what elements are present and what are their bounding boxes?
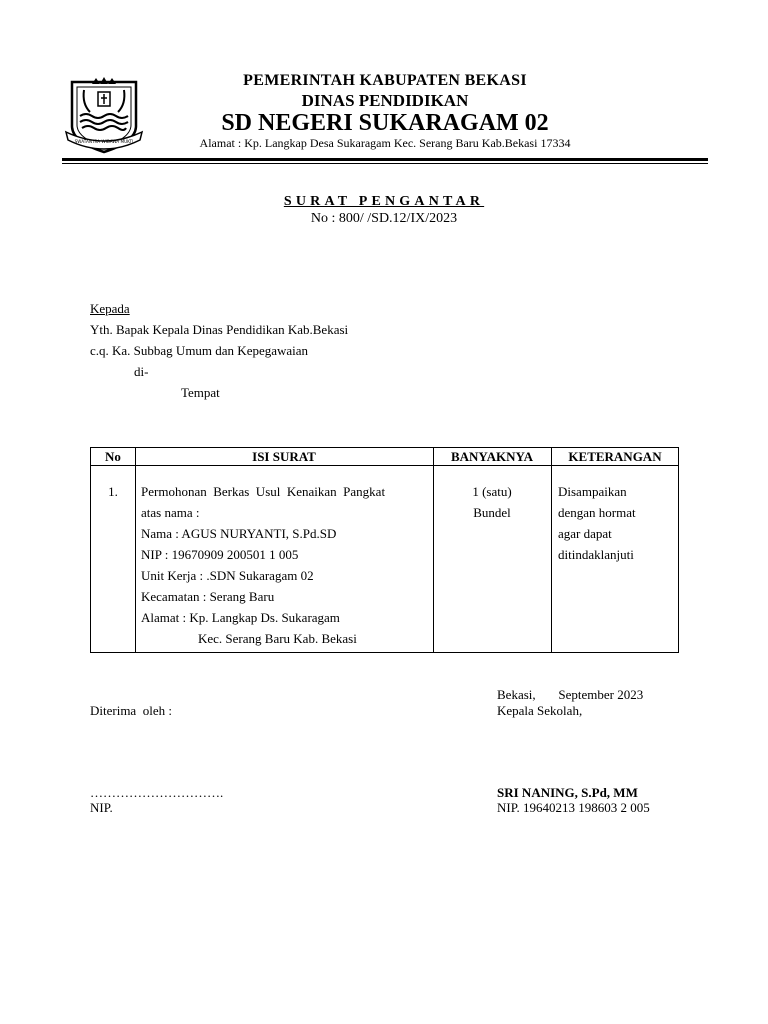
table-cell-banyaknya — [433, 481, 551, 523]
isi-line: Nama : AGUS NURYANTI, S.Pd.SD — [141, 526, 337, 541]
keterangan-line: dengan hormat — [558, 505, 636, 520]
table-cell-keterangan — [558, 481, 678, 565]
table-cell-no: 1. — [108, 484, 118, 499]
recipient-tempat: Tempat — [181, 385, 220, 400]
table-col-divider — [433, 448, 434, 652]
isi-line: Kec. Serang Baru Kab. Bekasi — [198, 631, 357, 646]
kop-address: Alamat : Kp. Langkap Desa Sukaragam Kec. Serang Baru Kab.Bekasi 17334 — [199, 136, 571, 150]
letter-title — [0, 194, 768, 210]
keterangan-line: ditindaklanjuti — [558, 547, 634, 562]
letter-title-text: SURAT PENGANTAR — [283, 194, 485, 209]
kop-department: DINAS PENDIDIKAN — [301, 91, 469, 110]
kop-school-name: SD NEGERI SUKARAGAM 02 — [221, 110, 549, 136]
signature-dots: …………………………. — [90, 785, 224, 800]
isi-line: Permohonan Berkas Usul Kenaikan Pangkat — [141, 484, 386, 499]
table-cell-isi — [141, 481, 431, 649]
principal-title: Kepala Sekolah, — [497, 703, 583, 718]
isi-line: Alamat : Kp. Langkap Ds. Sukaragam — [141, 610, 340, 625]
table-header-isi: ISI SURAT — [252, 449, 316, 464]
svg-text:SWATANTRA WIBAWA MUKTI: SWATANTRA WIBAWA MUKTI — [74, 139, 134, 144]
kop-government: PEMERINTAH KABUPATEN BEKASI — [243, 72, 527, 89]
table-col-divider — [551, 448, 552, 652]
place-date: Bekasi, September 2023 — [497, 687, 644, 702]
keterangan-line: agar dapat — [558, 526, 612, 541]
keterangan-line: Disampaikan — [558, 484, 627, 499]
recipient-di: di- — [134, 364, 149, 379]
letter-table — [90, 447, 679, 653]
isi-line: Kecamatan : Serang Baru — [141, 589, 275, 604]
letterhead-rule-thick — [62, 158, 708, 161]
banyaknya-line: 1 (satu) — [472, 484, 512, 499]
isi-line: NIP : 19670909 200501 1 005 — [141, 547, 299, 562]
table-col-divider — [135, 448, 136, 652]
recipient-kepada: Kepada — [90, 301, 130, 316]
table-header-no: No — [105, 449, 121, 464]
table-header-divider — [91, 465, 678, 466]
signer-nip: NIP. 19640213 198603 2 005 — [497, 800, 650, 815]
isi-line: atas nama : — [141, 505, 200, 520]
banyaknya-line: Bundel — [473, 505, 511, 520]
received-by-label: Diterima oleh : — [90, 703, 172, 718]
recipient-cq: c.q. Ka. Subbag Umum dan Kepegawaian — [90, 343, 309, 358]
isi-line: Unit Kerja : .SDN Sukaragam 02 — [141, 568, 314, 583]
regency-logo — [64, 76, 144, 156]
table-header-banyaknya: BANYAKNYA — [450, 449, 534, 464]
signer-name: SRI NANING, S.Pd, MM — [497, 785, 638, 800]
recipient-yth: Yth. Bapak Kepala Dinas Pendidikan Kab.Bekasi — [90, 322, 349, 337]
table-header-keterangan: KETERANGAN — [568, 449, 662, 464]
letterhead-rule-thin — [62, 163, 708, 164]
receiver-nip: NIP. — [90, 800, 113, 815]
letter-number: No : 800/ /SD.12/IX/2023 — [310, 211, 458, 226]
